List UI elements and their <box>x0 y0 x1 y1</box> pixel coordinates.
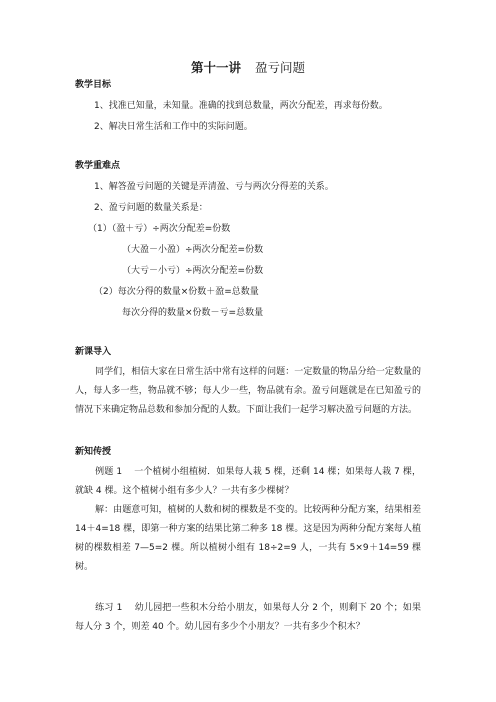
lesson-number: 第十一讲 <box>190 60 241 75</box>
key-point-item: 1、解答盈亏问题的关键是弄清盈、亏与两次分得差的关系。 <box>94 182 334 192</box>
solution-paragraph <box>75 501 421 577</box>
intro-paragraph <box>75 363 421 420</box>
objective-item: 1、找准已知量，未知量。准确的找到总数量，两次分配差，再求每份数。 <box>94 101 388 111</box>
intro-heading: 新课导入 <box>75 347 112 357</box>
exercise-text: 练习 1 幼儿园把一些积木分给小朋友，如果每人分 2 个，则剩下 20 个；如果每人分 3 个，则差 40 个。幼儿园有多少个小朋友？一共有多少个积木？ <box>75 603 421 632</box>
formula-line: （1）（盈＋亏）÷两次分配差=份数 <box>88 224 231 234</box>
key-point-item: 2、盈亏问题的数量关系是： <box>94 203 208 213</box>
formula-line: 每次分得的数量×份数－亏=总数量 <box>122 308 264 318</box>
key-points-heading: 教学重难点 <box>75 161 121 171</box>
solution-text: 解：由题意可知，植树的人数和树的棵数是不变的。比较两种分配方案，结果相差 14＋4=18 棵，即第一种方案的结果比第二种多 18 棵。这是因为两种分配方案每人植树的棵数相差 7—5=2 棵。所以植树小组有 18÷2=9 人，一共有 5×9＋14=59 棵树。 <box>75 505 421 572</box>
formula-line: （大盈－小盈）÷两次分配差=份数 <box>122 245 264 255</box>
teach-heading: 新知传授 <box>75 447 112 457</box>
example-text: 例题 1 一个植树小组植树．如果每人栽 5 棵，还剩 14 棵；如果每人栽 7 棵，就缺 4 棵。这个植树小组有多少人？一共有多少棵树？ <box>75 467 421 496</box>
example-paragraph <box>75 463 421 501</box>
objective-item: 2、解决日常生活和工作中的实际问题。 <box>94 122 253 132</box>
page-title <box>0 60 496 76</box>
objectives-heading: 教学目标 <box>75 80 112 90</box>
exercise-paragraph <box>75 599 421 637</box>
formula-line: （2）每次分得的数量×份数＋盈=总数量 <box>94 287 259 297</box>
lesson-topic: 盈亏问题 <box>255 60 306 75</box>
formula-line: （大亏－小亏）÷两次分配差=份数 <box>122 266 264 276</box>
intro-text: 同学们，相信大家在日常生活中常有这样的问题：一定数量的物品分给一定数量的人，每人多一些，物品就不够；每人少一些，物品就有余。盈亏问题就是在已知盈亏的情况下来确定物品总数和参加分配的人数。下面让我们一起学习解决盈亏问题的方法。 <box>75 367 421 415</box>
